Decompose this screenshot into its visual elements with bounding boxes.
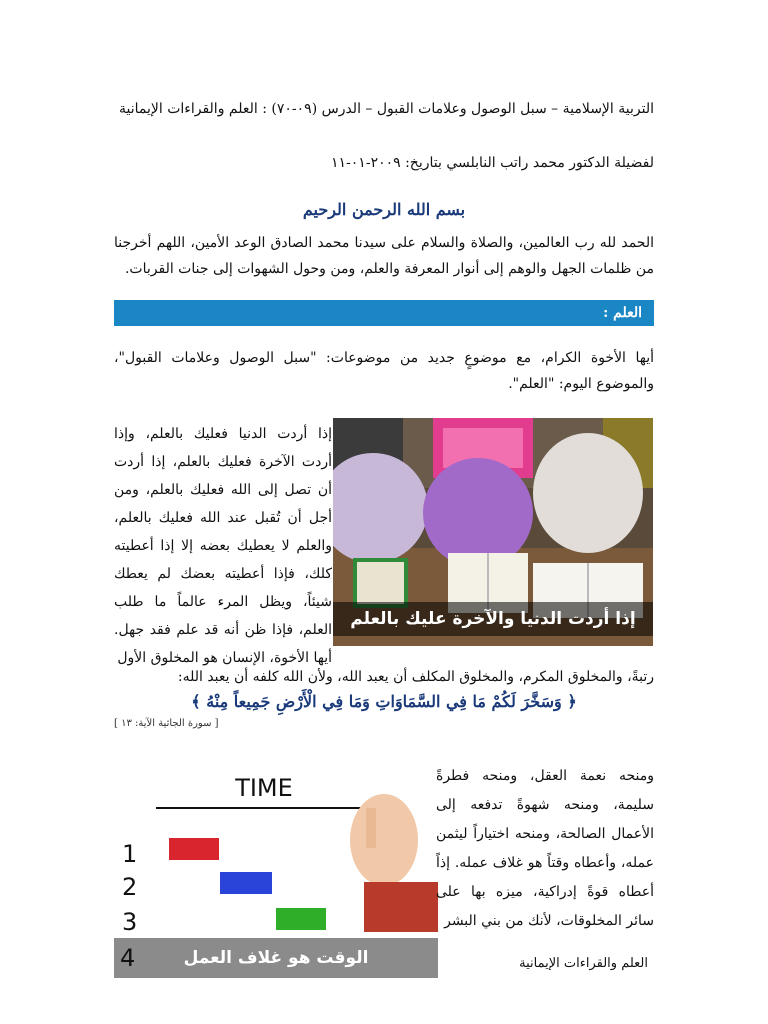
paragraph-human-rank: رتبةً، والمخلوق المكرم، والمخلوق المكلف أن يعبد الله، ولأن الله كلفه أن يعبد الله: (177, 669, 654, 685)
photo-caption: إذا أردت الدنيا والآخرة عليك بالعلم (333, 602, 653, 636)
section-header-bar (114, 300, 654, 326)
time-caption-text: الوقت هو غلاف العمل (183, 948, 369, 968)
paragraph-gifts: ومنحه نعمة العقل، ومنحه فطرةً سليمة، ومنحه شهوةً تدفعه إلى الأعمال الصالحة، ومنحه اختياراً ليثمن عمله، وأعطاه وقتاً هو غلاف عمله. إذاً أعطاه قوةً إدراكية، ميزه بها على سائر المخلوقات، لأنك من بني البشر (436, 768, 654, 929)
section-title: العلم : (603, 305, 642, 321)
paragraph-knowledge: إذا أردت الدنيا فعليك بالعلم، وإذا أردت الآخرة فعليك بالعلم، إذا أردت أن تصل إلى الله فعليك بالعلم، ومن أجل أن تُقبل عند الله فعليك بالعلم، والعلم لا يعطيك بعضه إلا إذا أعطيته كلك، فإذا أعطيته بعضك لم يعطك شيئاً، ويظل المرء عالماً ما طلب العلم، فإذا ظن أنه قد علم فقد جهل. أيها الأخوة، الإنسان هو المخلوق الأول (114, 426, 332, 666)
quran-verse: ﴿ وَسَخَّرَ لَكُمْ مَا فِي السَّمَاوَاتِ وَمَا فِي الْأَرْضِ جَمِيعاً مِنْهُ ﴾ (191, 692, 577, 711)
intro-paragraph: الحمد لله رب العالمين، والصلاة والسلام على سيدنا محمد الصادق الوعد الأمين، اللهم أخرجنا من ظلمات الجهل والوهم إلى أنوار المعرفة والعلم، ومن وحول الشهوات إلى جنات القربات. (114, 235, 654, 277)
page-footer: العلم والقراءات الإيمانية (519, 956, 648, 971)
author-date: لفضيلة الدكتور محمد راتب النابلسي بتاريخ: ٢٠٠٩-٠١-١١ (331, 155, 654, 171)
paragraph-topic: أيها الأخوة الكرام، مع موضوعٍ جديد من موضوعات: "سبل الوصول وعلامات القبول"، والموضوع اليوم: "العلم". (114, 350, 654, 392)
row-number-1: 1 (122, 840, 138, 868)
time-heading: TIME (235, 774, 293, 802)
lesson-title: التربية الإسلامية – سبل الوصول وعلامات القبول – الدرس (٠٩-٧٠) : العلم والقراءات الإيمانية (118, 101, 654, 117)
task-bar-3 (276, 908, 326, 930)
verse-reference: [ سورة الجاثية الآية: ١٣ ] (114, 718, 219, 729)
basmala-heading: بسم الله الرحمن الرحيم (302, 200, 466, 219)
row-number-2: 2 (122, 873, 138, 901)
task-bar-1 (169, 838, 219, 860)
girls-reading-quran-photo (333, 418, 653, 646)
row-number-4: 4 (120, 944, 136, 972)
task-bar-2 (220, 872, 272, 894)
time-chart-image (114, 762, 438, 978)
row-number-3: 3 (122, 908, 138, 936)
